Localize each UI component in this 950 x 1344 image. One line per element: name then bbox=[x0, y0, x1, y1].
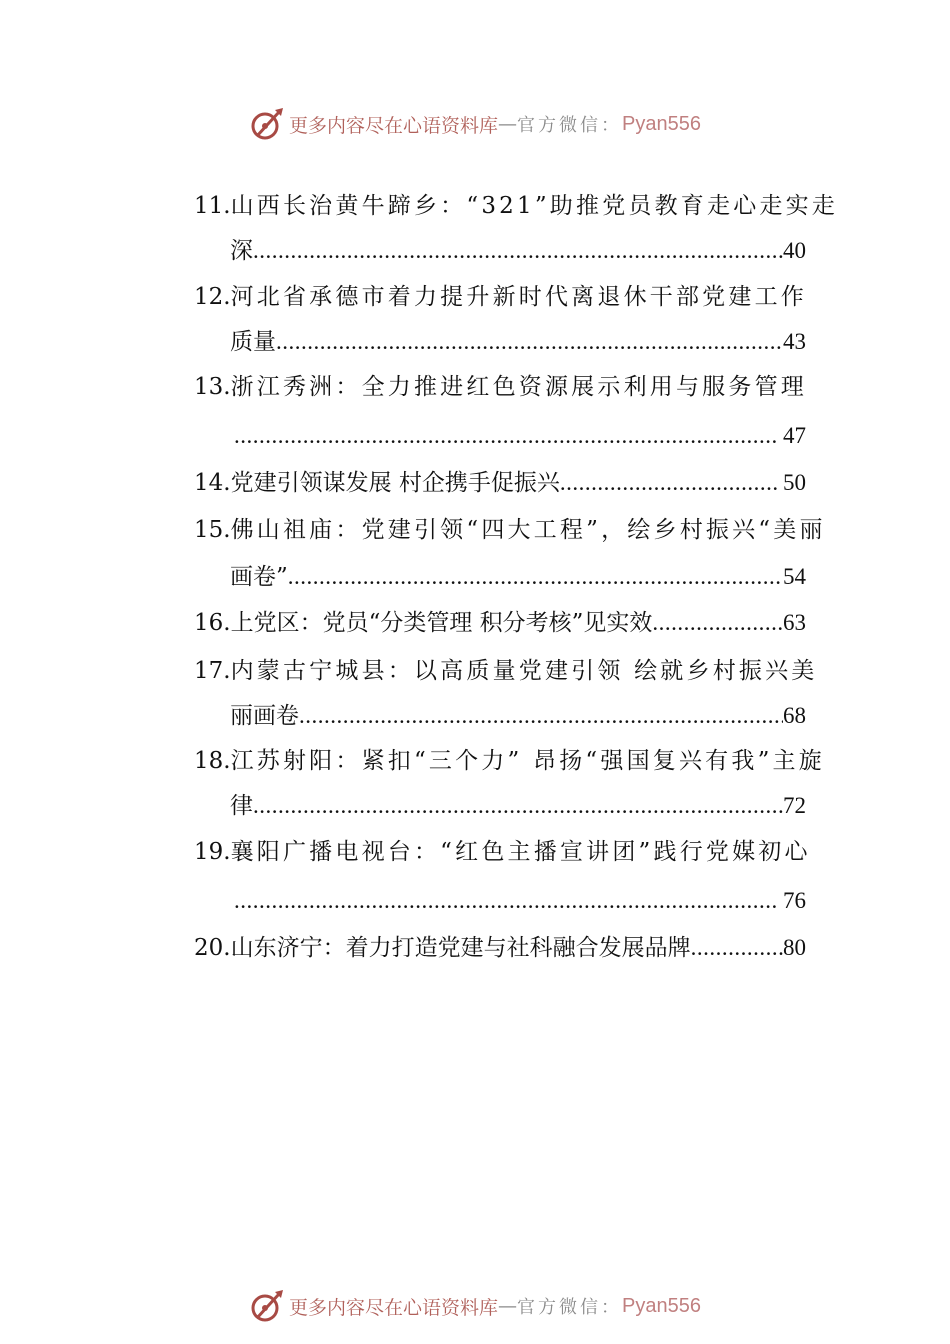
banner-wechat-id: Pyan556 bbox=[622, 1294, 701, 1317]
toc-entry-11-continuation[interactable] bbox=[230, 236, 806, 266]
toc-entry-number: 13. bbox=[194, 374, 231, 400]
toc-entry-13-continuation[interactable] bbox=[234, 421, 806, 451]
toc-page-number: 63 bbox=[783, 610, 806, 635]
toc-entry-17-title[interactable] bbox=[194, 656, 818, 686]
toc-entry-title: 佛山祖庙：党建引领“四大工程”，绘乡村振兴“美丽 bbox=[230, 517, 826, 543]
toc-leader-dots bbox=[652, 608, 783, 638]
toc-entry-title-cont: 质量 bbox=[230, 329, 276, 355]
toc-entry-15-continuation[interactable] bbox=[230, 562, 806, 592]
toc-entry-number: 17. bbox=[194, 658, 231, 684]
toc-page-number: 80 bbox=[783, 935, 806, 960]
footer-banner bbox=[0, 1288, 950, 1324]
toc-leader-dots bbox=[234, 421, 777, 451]
toc-entry-title: 党建引领谋发展 村企携手促振兴 bbox=[230, 470, 560, 496]
toc-entry-13-title[interactable] bbox=[194, 372, 806, 402]
toc-entry-number: 18. bbox=[194, 748, 231, 774]
toc-entry-15-title[interactable] bbox=[194, 515, 826, 545]
banner-sub-text: 官方微信： bbox=[517, 115, 623, 136]
toc-leader-dots bbox=[288, 562, 783, 592]
toc-leader-dots bbox=[253, 791, 783, 821]
toc-entry-title-cont: 丽画卷 bbox=[230, 703, 299, 729]
toc-entry-number: 14. bbox=[194, 470, 231, 496]
toc-entry-title: 山西长治黄牛蹄乡：“321”助推党员教育走心走实走 bbox=[230, 193, 838, 219]
banner-dash: — bbox=[498, 113, 518, 135]
toc-page-number: 40 bbox=[783, 238, 806, 263]
toc-entry-title: 浙江秀洲：全力推进红色资源展示利用与服务管理 bbox=[230, 374, 807, 400]
banner-dash: — bbox=[498, 1295, 518, 1317]
banner-sub-text: 官方微信： bbox=[517, 1297, 623, 1318]
banner-main-text: 更多内容尽在心语资料库 bbox=[289, 1296, 499, 1319]
toc-leader-dots bbox=[234, 886, 777, 916]
pen-logo-icon bbox=[249, 1288, 285, 1324]
toc-entry-title-cont: 律 bbox=[230, 793, 253, 819]
toc-entry-number: 11. bbox=[194, 193, 231, 219]
toc-entry-18-continuation[interactable] bbox=[230, 791, 806, 821]
toc-entry-17-continuation[interactable] bbox=[230, 701, 806, 731]
toc-entry-title-cont: 画卷” bbox=[230, 564, 288, 590]
toc-entry-number: 15. bbox=[194, 517, 231, 543]
toc-page-number: 68 bbox=[783, 703, 806, 728]
toc-leader-dots bbox=[253, 236, 783, 266]
toc-page-number: 54 bbox=[783, 564, 806, 589]
banner-main-text: 更多内容尽在心语资料库 bbox=[289, 114, 499, 137]
toc-entry-title: 上党区：党员“分类管理 积分考核”见实效 bbox=[230, 610, 653, 636]
toc-page-number: 43 bbox=[783, 329, 806, 354]
toc-entry-title: 江苏射阳：紧扣“三个力” 昂扬“强国复兴有我”主旋 bbox=[230, 748, 825, 774]
toc-entry-number: 16. bbox=[194, 610, 231, 636]
toc-entry-number: 19. bbox=[194, 839, 231, 865]
toc-entry-12-title[interactable] bbox=[194, 282, 806, 312]
toc-entry-number: 20. bbox=[194, 935, 231, 961]
toc-page-number: 50 bbox=[783, 470, 806, 495]
toc-page-number: 47 bbox=[783, 423, 806, 448]
toc-entry-title: 内蒙古宁城县：以高质量党建引领 绘就乡村振兴美 bbox=[230, 658, 818, 684]
toc-entry-title: 山东济宁：着力打造党建与社科融合发展品牌 bbox=[230, 935, 691, 961]
toc-entry-19-title[interactable] bbox=[194, 837, 811, 867]
toc-entry-title-cont: 深 bbox=[230, 238, 253, 264]
toc-entry-14[interactable] bbox=[194, 468, 806, 498]
toc-leader-dots bbox=[299, 701, 783, 731]
toc-entry-18-title[interactable] bbox=[194, 746, 825, 776]
toc-entry-title: 襄阳广播电视台：“红色主播宣讲团”践行党媒初心 bbox=[230, 839, 811, 865]
toc-leader-dots bbox=[276, 327, 783, 357]
banner-wechat-id: Pyan556 bbox=[622, 112, 701, 135]
toc-page-number: 76 bbox=[783, 888, 806, 913]
toc-entry-12-continuation[interactable] bbox=[230, 327, 806, 357]
toc-page-number: 72 bbox=[783, 793, 806, 818]
toc-entry-20[interactable] bbox=[194, 933, 806, 963]
toc-leader-dots bbox=[691, 933, 783, 963]
toc-entry-19-continuation[interactable] bbox=[234, 886, 806, 916]
toc-entry-number: 12. bbox=[194, 284, 231, 310]
toc-leader-dots bbox=[560, 468, 777, 498]
toc-entry-16[interactable] bbox=[194, 608, 806, 638]
toc-entry-11-title[interactable] bbox=[194, 191, 838, 221]
toc-entry-title: 河北省承德市着力提升新时代离退休干部党建工作 bbox=[230, 284, 807, 310]
